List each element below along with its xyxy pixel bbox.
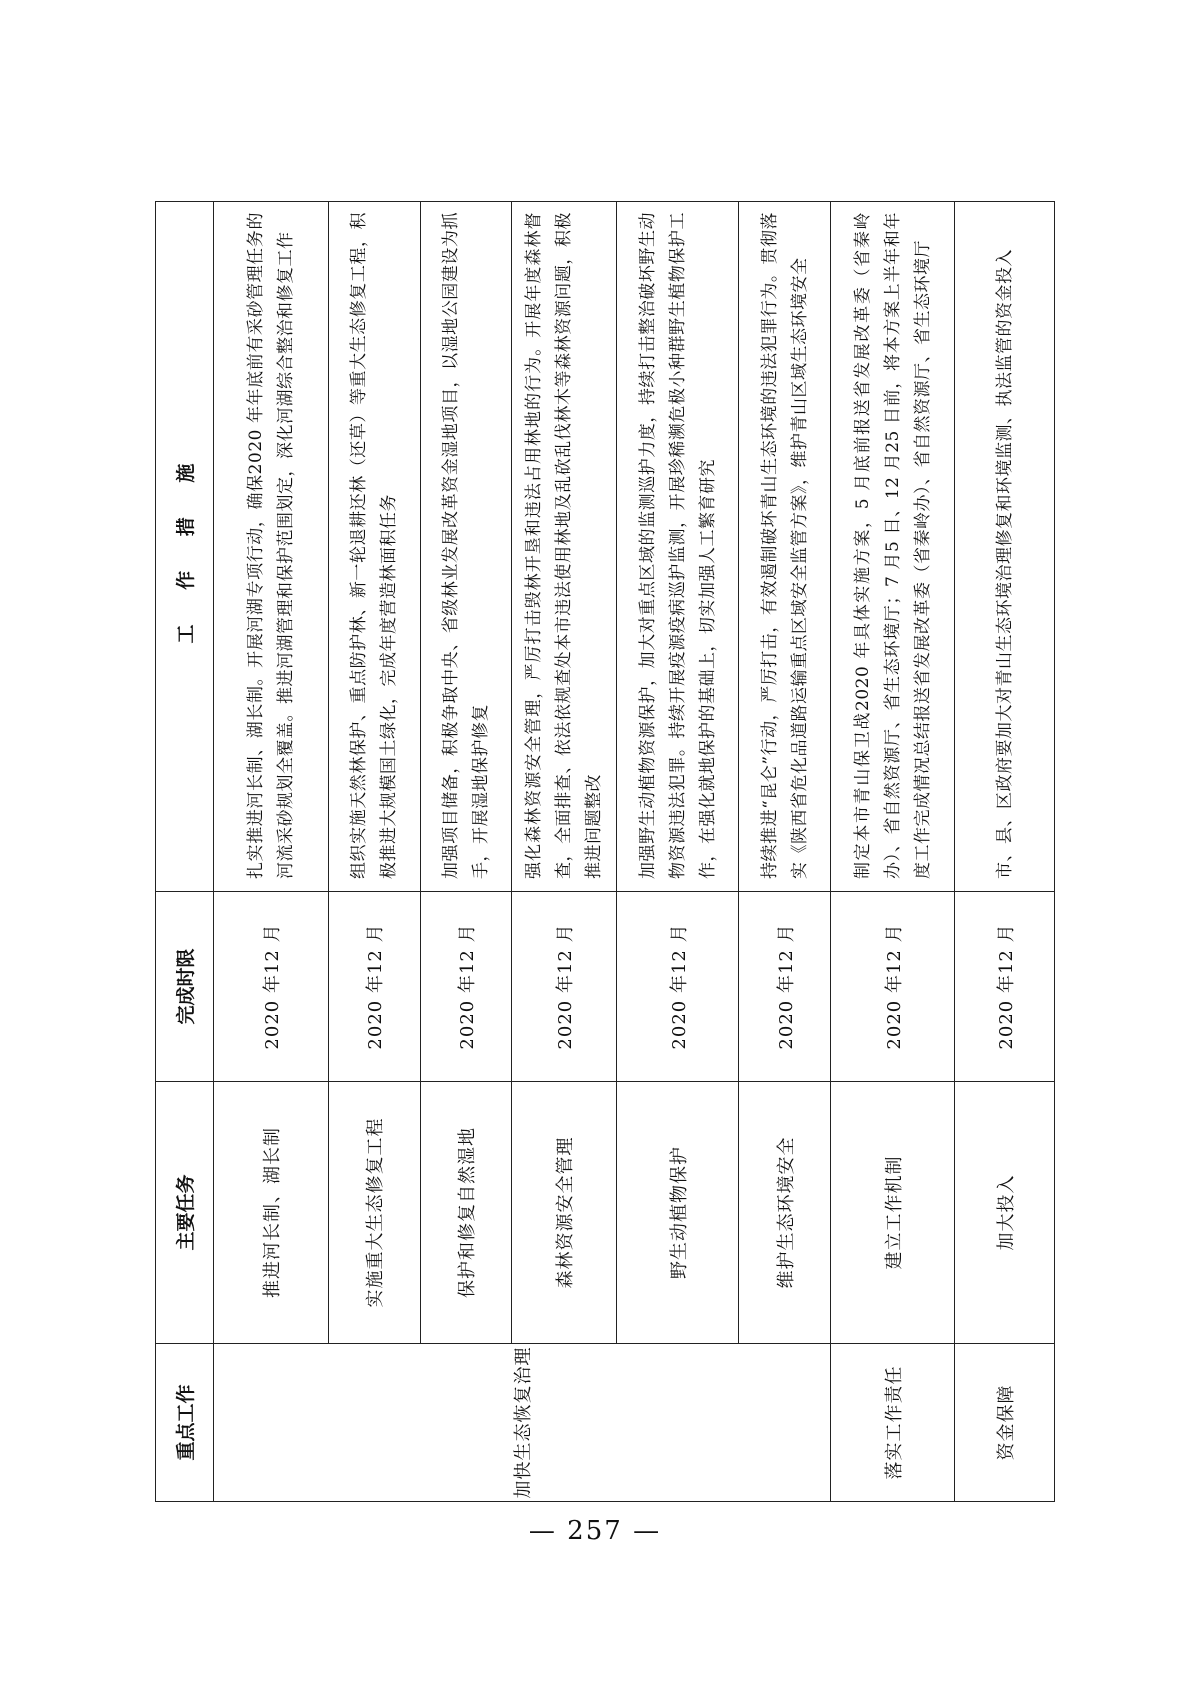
table-row [329,202,421,1502]
key-work-ecology: 加快生态恢复治理 [214,1344,831,1502]
measures-cell: 加强项目储备，积极争取中央、省级林业发展改革资金湿地项目，以湿地公园建设为抓手，开展湿地保护修复 [420,202,512,892]
task-cell: 实施重大生态修复工程 [329,1082,421,1344]
work-plan-table [155,201,1055,1502]
deadline-cell: 2020 年12 月 [329,892,421,1082]
deadline-cell: 2020 年12 月 [617,892,739,1082]
deadline-cell: 2020 年12 月 [739,892,831,1082]
task-cell: 推进河长制、湖长制 [214,1082,329,1344]
task-cell: 保护和修复自然湿地 [420,1082,512,1344]
task-cell: 建立工作机制 [830,1082,954,1344]
measures-cell: 扎实推进河长制、湖长制。开展河湖专项行动，确保2020 年年底前有采砂管理任务的河流采砂规划全覆盖。推进河湖管理和保护范围划定，深化河湖综合整治和修复工作 [214,202,329,892]
table-row [512,202,617,1502]
measures-cell: 加强野生动植物资源保护，加大对重点区域的监测巡护力度，持续打击整治破坏野生动物资源违法犯罪。持续开展疫源疫病巡护监测，开展珍稀濒危极小种群野生植物保护工作，在强化就地保护的基础上，切实加强人工繁育研究 [617,202,739,892]
key-work-responsibility: 落实工作责任 [830,1344,954,1502]
table-header-row [156,202,214,1502]
rotated-table-wrapper [155,202,1055,1502]
table-row [420,202,512,1502]
header-key-work: 重点工作 [156,1344,214,1502]
key-work-funding: 资金保障 [955,1344,1055,1502]
measures-cell: 组织实施天然林保护、重点防护林、新一轮退耕还林（还草）等重大生态修复工程，积极推进大规模国土绿化，完成年度营造林面积任务 [329,202,421,892]
deadline-cell: 2020 年12 月 [512,892,617,1082]
table-row [617,202,739,1502]
table-row [955,202,1055,1502]
table-row [214,202,329,1502]
task-cell: 维护生态环境安全 [739,1082,831,1344]
table-row [830,202,954,1502]
measures-cell: 强化森林资源安全管理，严厉打击毁林开垦和违法占用林地的行为。开展年度森林督查，全面排查、依法依规查处本市违法使用林地及乱砍乱伐林木等森林资源问题，积极推进问题整改 [512,202,617,892]
header-deadline: 完成时限 [156,892,214,1082]
table-row [739,202,831,1502]
deadline-cell: 2020 年12 月 [955,892,1055,1082]
measures-cell: 市、县、区政府要加大对青山生态环境治理修复和环境监测、执法监管的资金投入 [955,202,1055,892]
task-cell: 森林资源安全管理 [512,1082,617,1344]
task-cell: 加大投入 [955,1082,1055,1344]
header-measures: 工 作 措 施 [156,202,214,892]
deadline-cell: 2020 年12 月 [214,892,329,1082]
task-cell: 野生动植物保护 [617,1082,739,1344]
page-number: — 257 — [528,1516,662,1546]
deadline-cell: 2020 年12 月 [830,892,954,1082]
deadline-cell: 2020 年12 月 [420,892,512,1082]
measures-cell: 制定本市青山保卫战2020 年具体实施方案，5 月底前报送省发展改革委（省秦岭办）、省自然资源厅、省生态环境厅；7 月5 日、12 月25 日前，将本方案上半年和年度工作完成情况总结报送省发展改革委（省秦岭办）、省自然资源厅、省生态环境厅 [830,202,954,892]
measures-cell: 持续推进“昆仑”行动，严厉打击，有效遏制破坏青山生态环境的违法犯罪行为。贯彻落实《陕西省危化品道路运输重点区域安全监管方案》，维护青山区域生态环境安全 [739,202,831,892]
header-main-task: 主要任务 [156,1082,214,1344]
